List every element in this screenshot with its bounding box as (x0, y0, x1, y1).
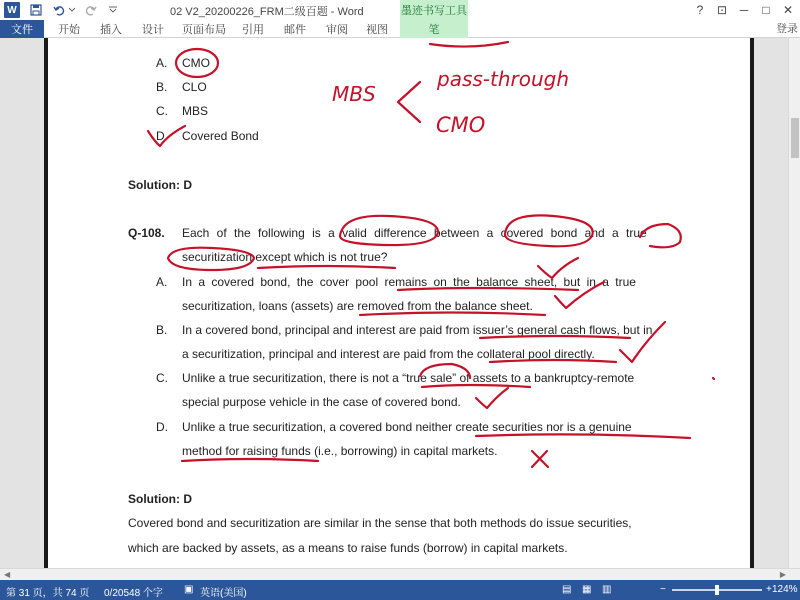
option-text: MBS (182, 104, 209, 118)
vertical-scrollbar[interactable] (788, 38, 800, 568)
question-number: Q-108. (128, 226, 165, 240)
tab-page-layout[interactable]: 页面布局 (182, 24, 226, 36)
tab-references[interactable]: 引用 (242, 24, 264, 36)
horizontal-scrollbar[interactable] (0, 568, 800, 580)
ink-tools-contextual-label: 墨迹书写工具 (400, 0, 468, 20)
undo-icon[interactable] (50, 2, 68, 18)
ribbon-display-options-button[interactable]: ⊡ (716, 3, 728, 17)
read-mode-icon[interactable]: ▤ (562, 584, 572, 595)
scroll-thumb[interactable] (791, 118, 799, 158)
option-b-line2: a securitization, principal and interest are paid from the collateral pool directly. (182, 347, 595, 361)
tab-review[interactable]: 审阅 (326, 24, 348, 36)
option-text: CMO (182, 56, 210, 70)
explanation-line2: which are backed by assets, as a means to raise funds (borrow) in capital markets. (128, 541, 568, 555)
option-c-line2: special purpose vehicle in the case of covered bond. (182, 395, 461, 409)
document-title: 02 V2_20200226_FRM二级百题 - Word (170, 6, 364, 18)
document-page[interactable] (44, 38, 754, 568)
redo-icon[interactable] (82, 2, 100, 18)
scroll-left-icon[interactable]: ◀ (4, 570, 11, 579)
document-area[interactable] (0, 38, 800, 568)
ink-text-pass-through: pass-through (437, 67, 570, 91)
customize-toolbar-icon[interactable] (106, 2, 120, 18)
option-d-line1: Unlike a true securitization, a covered bond neither create securities nor is a genuine (182, 420, 632, 434)
solution-label: Solution: D (128, 178, 192, 192)
option-letter: D. (156, 129, 168, 143)
option-letter: D. (156, 420, 168, 434)
web-layout-icon[interactable]: ▥ (602, 584, 612, 595)
option-b-line1: In a covered bond, principal and interest are paid from issuer’s general cash flows, but in (182, 323, 653, 337)
proofing-icon[interactable]: ▣ (184, 584, 194, 595)
save-icon[interactable] (28, 2, 44, 18)
option-d-line2: method for raising funds (i.e., borrowing) in capital markets. (182, 444, 498, 458)
option-letter: A. (156, 275, 168, 289)
option-text: CLO (182, 80, 207, 94)
ink-text-mbs: MBS (332, 82, 376, 106)
language-indicator[interactable]: 英语(美国) (200, 588, 247, 599)
zoom-out-icon[interactable]: − (660, 584, 666, 595)
option-letter: B. (156, 80, 168, 94)
option-letter: B. (156, 323, 168, 337)
page-count-indicator[interactable]: 第 31 页，共 74 页 (6, 588, 90, 599)
ribbon-tab-strip (0, 20, 800, 38)
tab-home[interactable]: 开始 (58, 24, 80, 36)
tab-file[interactable]: 文件 (0, 20, 44, 38)
close-button[interactable]: ✕ (782, 3, 794, 17)
restore-button[interactable]: □ (762, 3, 770, 17)
option-letter: A. (156, 56, 168, 70)
question-text-line1: Each of the following is a valid difference between a covered bond and a true (182, 226, 647, 240)
scroll-right-icon[interactable]: ▶ (779, 570, 786, 579)
undo-dropdown-icon[interactable] (68, 2, 76, 18)
question-text-line2: securitization except which is not true? (182, 250, 388, 264)
print-layout-icon[interactable]: ▦ (582, 584, 592, 595)
option-a-line1: In a covered bond, the cover pool remains on the balance sheet, but in a true (182, 275, 636, 289)
tab-insert[interactable]: 插入 (100, 24, 122, 36)
explanation-line1: Covered bond and securitization are similar in the sense that both methods do issue securities, (128, 516, 632, 530)
option-a-line2: securitization, loans (assets) are removed from the balance sheet. (182, 299, 533, 313)
sign-in-link[interactable]: 登录 (776, 23, 798, 35)
app-icon-label: W (7, 4, 17, 16)
title-bar (0, 0, 800, 20)
minimize-button[interactable]: ─ (739, 3, 749, 17)
tab-design[interactable]: 设计 (142, 24, 164, 36)
solution-label: Solution: D (128, 492, 192, 506)
option-letter: C. (156, 371, 168, 385)
ink-text-cmo: CMO (436, 113, 486, 137)
zoom-level[interactable]: 124% (772, 584, 798, 595)
tab-pen[interactable]: 笔 (400, 20, 468, 38)
option-text: Covered Bond (182, 129, 259, 143)
option-letter: C. (156, 104, 168, 118)
word-app-icon[interactable] (4, 2, 20, 18)
zoom-slider-thumb[interactable] (715, 585, 719, 595)
zoom-in-icon[interactable]: + (766, 584, 772, 595)
status-bar (0, 580, 800, 600)
word-count-indicator[interactable]: 0/20548 个字 (104, 588, 163, 599)
option-c-line1: Unlike a true securitization, there is not a “true sale” of assets to a bankruptcy-remote (182, 371, 635, 385)
tab-view[interactable]: 视图 (366, 24, 388, 36)
help-button[interactable]: ? (696, 3, 704, 17)
tab-mailings[interactable]: 邮件 (284, 24, 306, 36)
